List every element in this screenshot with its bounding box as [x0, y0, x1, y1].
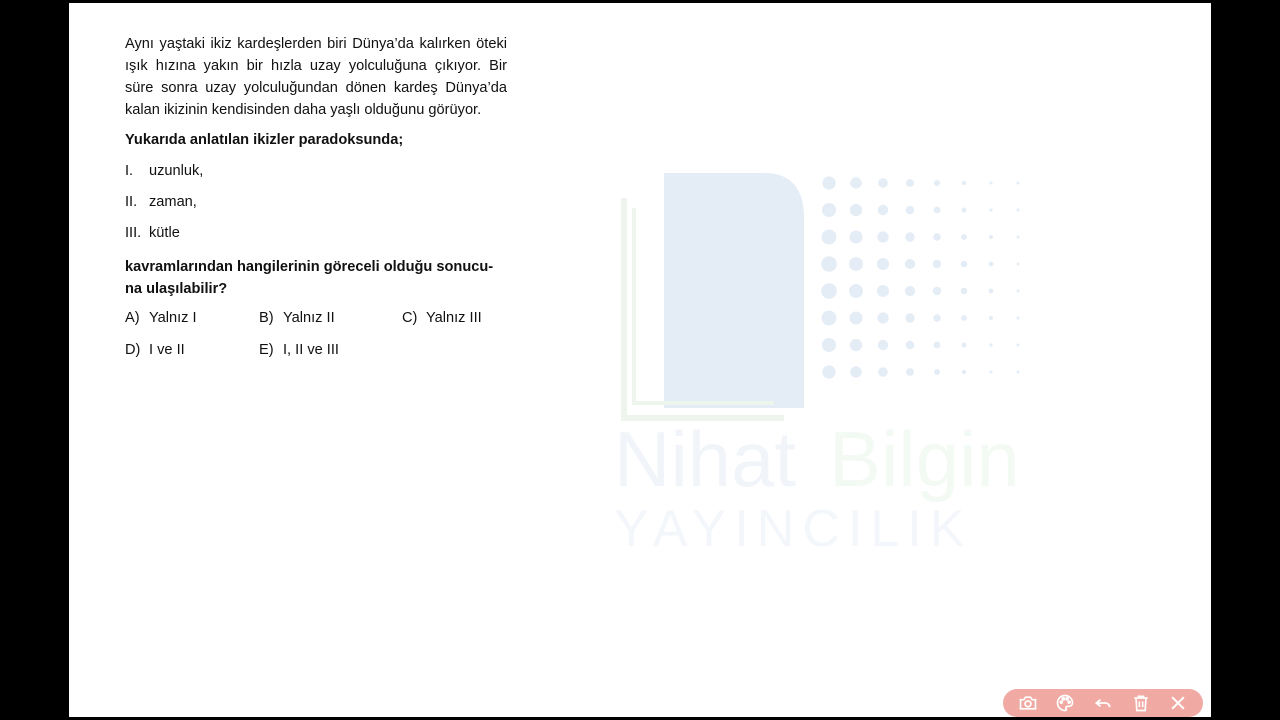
delete-button[interactable] — [1128, 691, 1154, 715]
choice-row — [125, 340, 507, 372]
camera-icon — [1018, 693, 1038, 713]
choice-letter: E) — [259, 342, 274, 358]
choice-text: Yalnız I — [149, 310, 197, 326]
close-button[interactable] — [1165, 691, 1191, 715]
choice-text: I, II ve III — [283, 342, 339, 358]
watermark-text-bilgin: Bilgin — [829, 415, 1020, 503]
choice-a[interactable] — [125, 308, 197, 328]
watermark-text-nihat: Nihat — [614, 415, 797, 503]
choice-text: Yalnız III — [426, 310, 482, 326]
statement-text: kütle — [149, 225, 180, 241]
question-stem: Aynı yaştaki ikiz kardeşlerden biri Dünya’da kalırken öteki ışık hızına yakın bir hızla uzay yolculuğuna çıkıyor. Bir süre sonra uzay yolculuğundan dönen kardeş Dünya’da kalan ikizinin kendisinden daha yaşlı olduğunu görüyor. — [125, 36, 507, 118]
question-block — [125, 33, 507, 372]
statement-number: I. — [125, 163, 134, 179]
answer-choices — [125, 308, 507, 372]
statement-item — [125, 192, 507, 223]
choice-e[interactable] — [259, 340, 339, 360]
statement-number: III. — [125, 225, 142, 241]
palette-icon — [1055, 693, 1075, 713]
close-icon — [1168, 693, 1188, 713]
trash-icon — [1131, 693, 1151, 713]
choice-letter: D) — [125, 342, 141, 358]
choice-c[interactable] — [402, 308, 482, 328]
question-ask-line2: na ulaşılabilir? — [125, 281, 228, 297]
slide-page — [69, 3, 1211, 717]
question-prompt: Yukarıda anlatılan ikizler paradoksunda; — [125, 132, 404, 148]
color-button[interactable] — [1052, 691, 1078, 715]
choice-letter: B) — [259, 310, 274, 326]
question-ask — [125, 256, 507, 300]
publisher-watermark — [614, 168, 1034, 558]
choice-b[interactable] — [259, 308, 335, 328]
question-ask-line1: kavramlarından hangilerinin göreceli olduğu sonucu- — [125, 259, 494, 275]
choice-letter: C) — [402, 310, 418, 326]
statement-list — [125, 161, 507, 254]
statement-number: II. — [125, 194, 138, 210]
undo-icon — [1093, 693, 1113, 713]
watermark-logo-icon — [624, 173, 1020, 418]
statement-item — [125, 161, 507, 192]
statement-text: uzunluk, — [149, 163, 204, 179]
undo-button[interactable] — [1090, 691, 1116, 715]
statement-text: zaman, — [149, 194, 197, 210]
statement-item — [125, 223, 507, 254]
choice-text: Yalnız II — [283, 310, 335, 326]
choice-row — [125, 308, 507, 340]
choice-d[interactable] — [125, 340, 185, 360]
watermark-text-yayincilik: YAYINCILIK — [614, 500, 973, 558]
screenshot-button[interactable] — [1015, 691, 1041, 715]
floating-toolbar — [1003, 689, 1203, 717]
choice-letter: A) — [125, 310, 140, 326]
choice-text: I ve II — [149, 342, 185, 358]
